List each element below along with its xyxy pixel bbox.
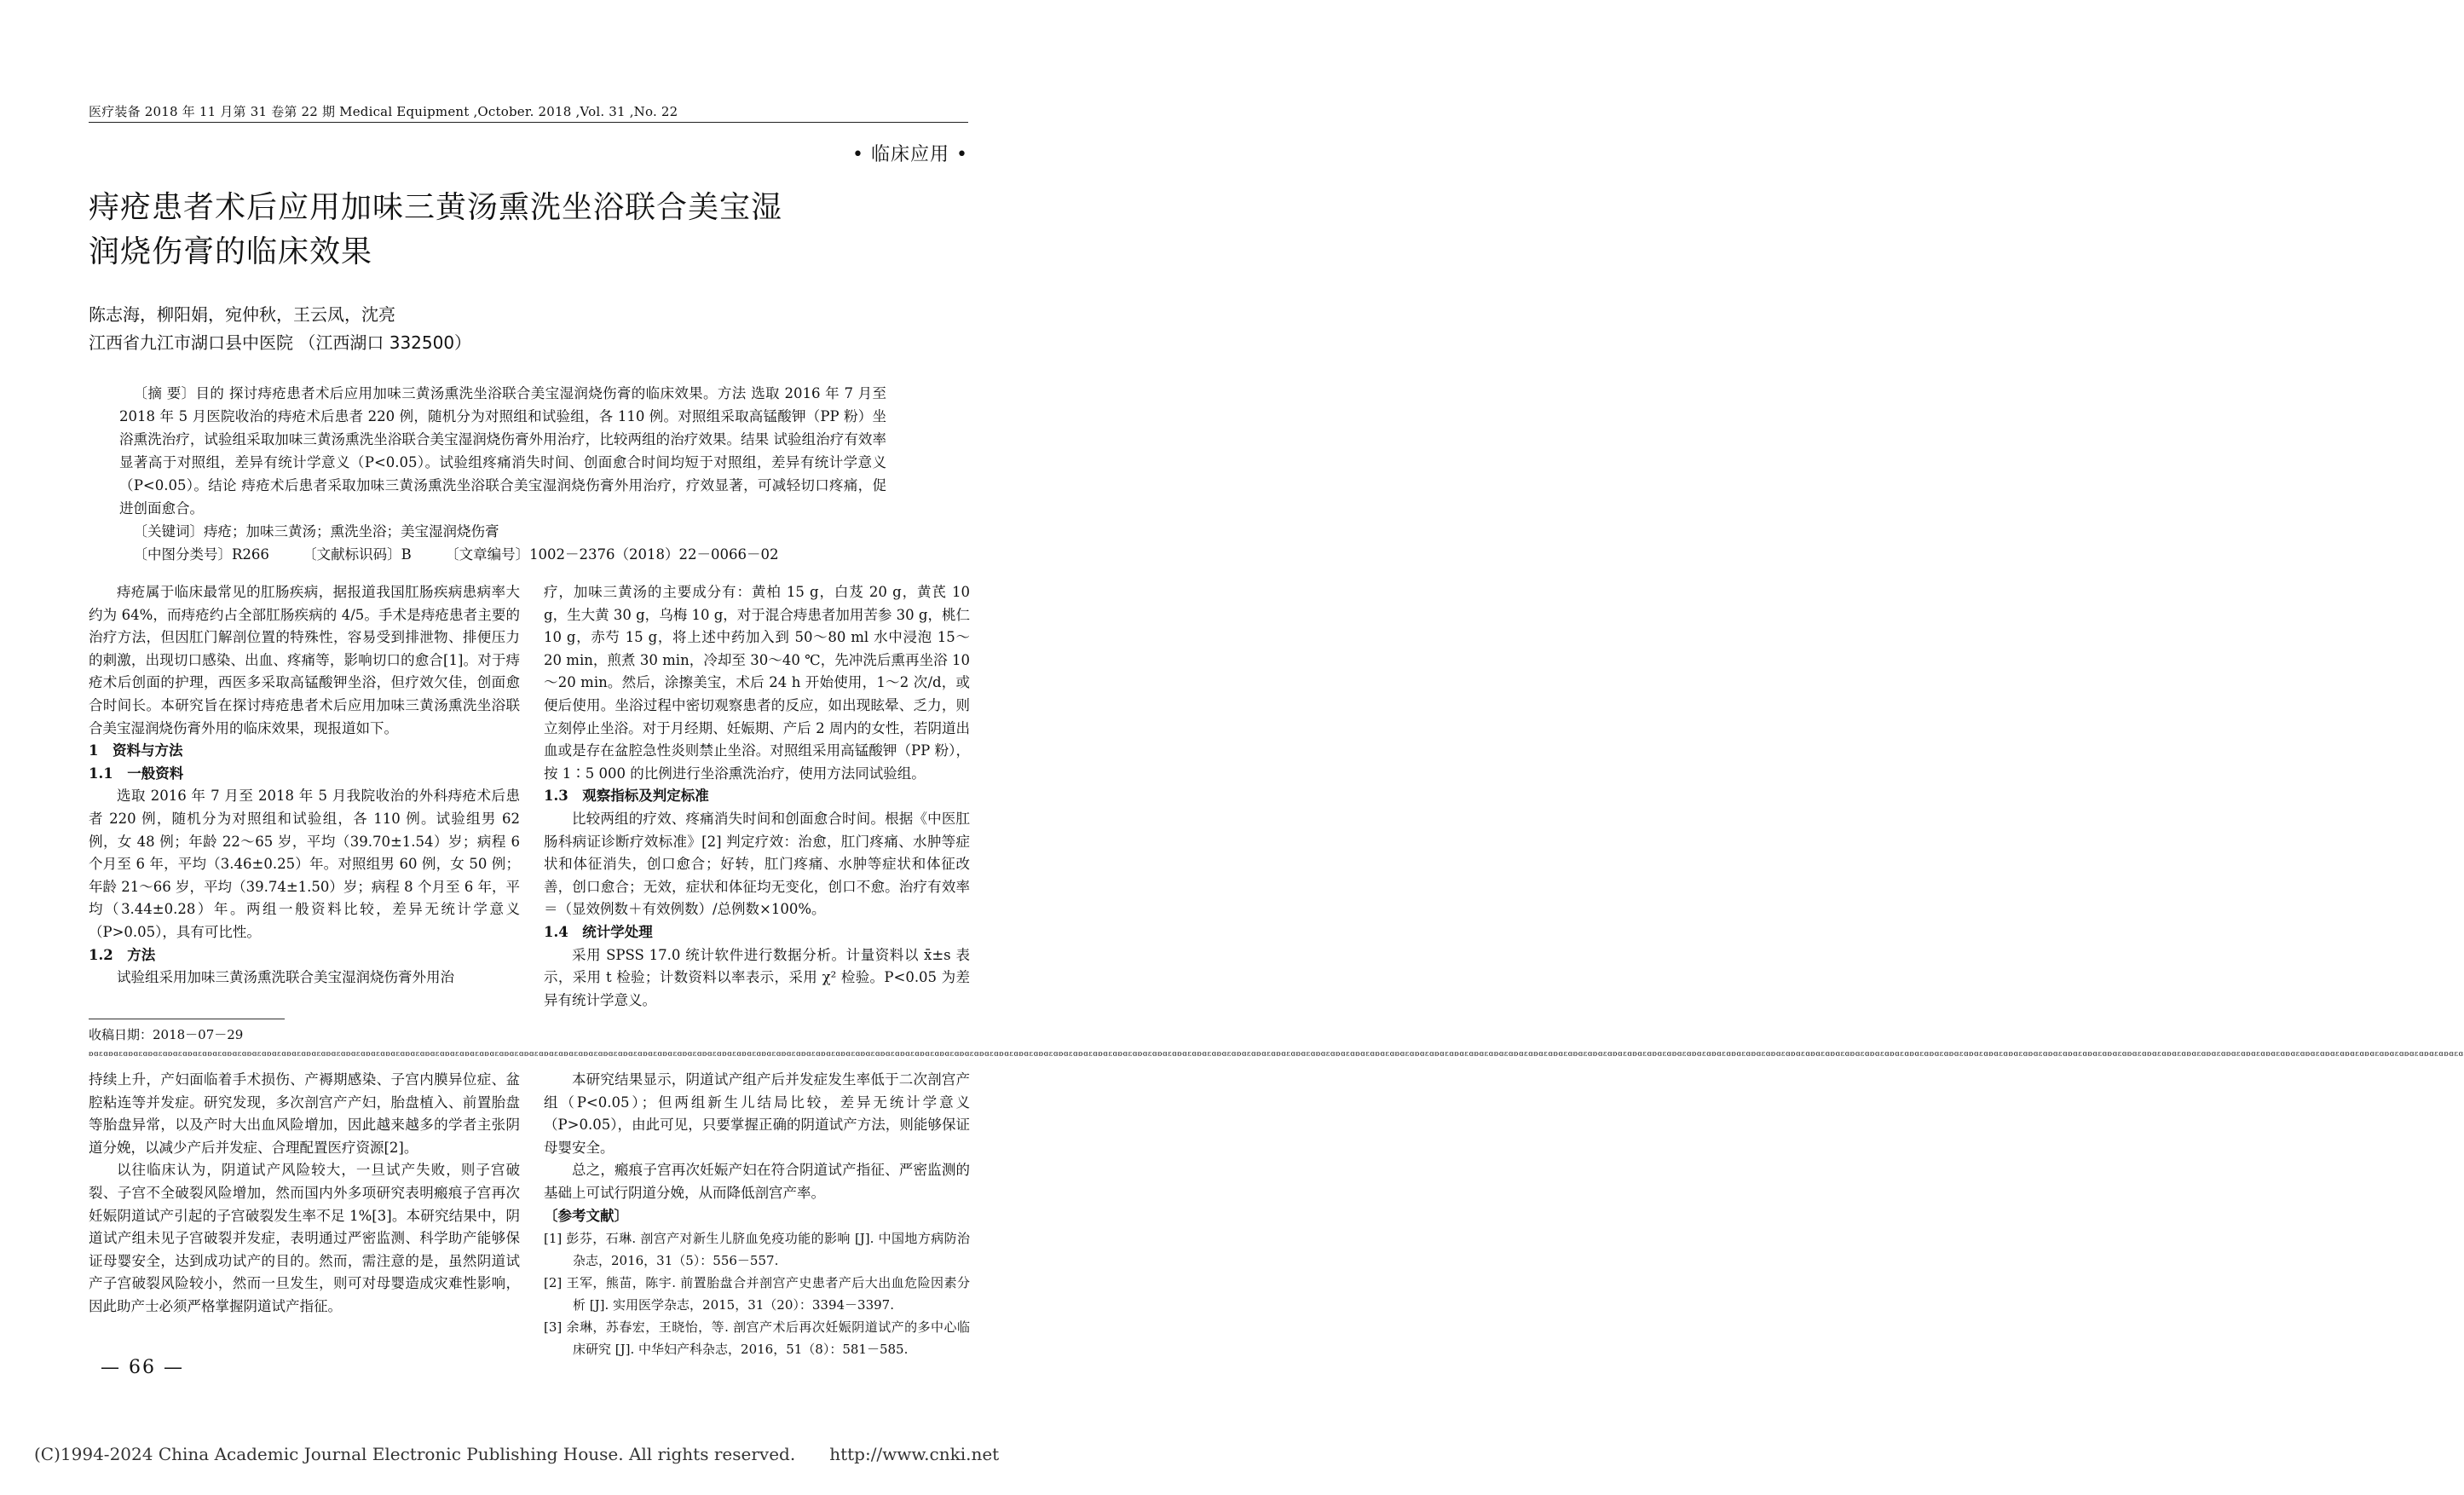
section-tag: • 临床应用 • [852, 144, 968, 165]
article-divider [89, 1050, 2464, 1059]
discussion-paragraph-3: 本研究结果显示，阴道试产组产后并发症发生率低于二次剖宫产组（P<0.05）；但两组新生儿结局比较，差异无统计学意义（P>0.05），由此可见，只要掌握正确的阴道试产方法，则能够保证母婴安全。 [544, 1071, 970, 1156]
heading-general-data: 1.1 一般资料 [89, 765, 184, 782]
page-number: — 66 — [101, 1357, 184, 1378]
authors: 陈志海，柳阳娟，宛仲秋，王云凤，沈亮 [89, 304, 395, 325]
references-list [544, 1227, 970, 1360]
article-number: 〔文章编号〕1002－2376（2018）22－0066－02 [445, 546, 779, 563]
article-title [89, 186, 907, 274]
indicators-paragraph: 比较两组的疗效、疼痛消失时间和创面愈合时间。根据《中医肛肠科病证诊断疗效标准》[2] 判定疗效：治愈，肛门疼痛、水肿等症状和体征消失，创口愈合；好转，肛门疼痛、水肿等症状和体征改善，创口愈合；无效，症状和体征均无变化，创口不愈。治疗有效率＝（显效例数＋有效例数）/总例数×100%。 [544, 810, 970, 918]
heading-statistics: 1.4 统计学处理 [544, 923, 653, 940]
discussion-paragraph-2: 以往临床认为，阴道试产风险较大，一旦试产失败，则子宫破裂、子宫不全破裂风险增加，然而国内外多项研究表明瘢痕子宫再次妊娠阴道试产引起的子宫破裂发生率不足 1%[3]。本研究结果中，阴道试产组未见子宫破裂并发症，表明通过严密监测、科学助产能够保证母婴安全，达到成功试产的目的。然而，需注意的是，虽然阴道试产子宫破裂风险较小，然而一旦发生，则可对母婴造成灾难性影响，因此助产士必须严格掌握阴道试产指征。 [89, 1162, 520, 1314]
statistics-paragraph: 采用 SPSS 17.0 统计软件进行数据分析。计量资料以 x̄±s 表示，采用 t 检验；计数资料以率表示，采用 χ² 检验。P<0.05 为差异有统计学意义。 [544, 946, 970, 1008]
method-paragraph-cont: 疗，加味三黄汤的主要成分有：黄柏 15 g，白芨 20 g，黄芪 10 g，生大黄 30 g，乌梅 10 g，对于混合痔患者加用苦参 30 g，桃仁 10 g，赤芍 15 g，将上述中药加入到 50～80 ml 水中浸泡 15～20 min，煎煮 30 min，冷却至 30～40 ℃，先冲洗后熏再坐浴 10～20 min。然后，涂擦美宝，术后 24 h 开始使用，1～2 次/d，或便后使用。坐浴过程中密切观察患者的反应，如出现眩晕、乏力，则立刻停止坐浴。对于月经期、妊娠期、产后 2 周内的女性，若阴道出血或是存在盆腔急性炎则禁止坐浴。对照组采用高锰酸钾（PP 粉），按 1∶5 000 的比例进行坐浴熏洗治疗，使用方法同试验组。 [544, 584, 970, 782]
lower-column-left [89, 1069, 520, 1319]
title-line-1: 痔疮患者术后应用加味三黄汤熏洗坐浴联合美宝湿 [89, 190, 783, 225]
divider-pattern: ʚɞɛɞʚɞɛɞʚɞɛɞʚɞɛɞʚɞɛɞʚɞɛɞʚɞɛɞʚɞɛɞʚɞɛɞʚɞɛɞʚɞɛɞʚɞɛɞʚɞɛɞʚɞɛɞʚɞɛɞʚɞɛɞʚɞɛɞʚɞɛɞʚɞɛɞʚɞɛɞʚɞɛɞʚɞɛɞʚɞɛɞʚɞɛɞʚɞɛɞʚɞɛɞʚɞɛɞʚɞɛɞʚɞɛɞʚɞɛɞʚɞɛɞʚɞɛɞʚɞɛɞʚɞɛɞʚɞɛɞʚɞɛɞʚɞɛɞʚɞɛɞʚɞɛɞʚɞɛɞʚɞɛɞʚɞɛɞʚɞɛɞʚɞɛɞʚɞɛɞʚɞɛɞʚɞɛɞʚɞɛɞʚɞɛɞʚɞɛɞʚɞɛɞʚɞɛɞʚɞɛɞʚɞɛɞʚɞɛɞʚɞɛɞʚɞɛɞʚɞɛɞʚɞɛɞʚɞɛɞʚɞɛɞʚɞɛɞʚɞɛɞʚɞɛɞʚɞɛɞʚɞɛɞʚɞɛɞʚɞɛɞʚɞɛɞʚɞɛɞʚɞɛɞʚɞɛɞʚɞɛɞʚɞɛɞʚɞɛɞʚɞɛɞʚɞɛɞʚɞɛɞʚɞɛɞʚɞɛɞʚɞɛɞʚɞɛɞʚɞɛɞʚɞɛɞʚɞɛɞʚɞɛɞʚɞɛɞʚɞɛɞʚɞɛɞʚɞɛɞʚɞɛɞʚɞɛɞʚɞɛɞʚɞɛɞʚɞɛɞʚɞɛɞʚɞɛɞʚɞɛɞʚɞɛɞʚɞɛɞʚɞɛɞʚɞɛɞʚɞɛɞʚɞɛɞʚɞɛɞʚɞɛɞʚɞɛɞʚɞɛɞʚɞɛɞʚɞɛɞʚɞɛɞʚɞɛɞʚɞɛɞʚɞɛɞʚɞɛɞʚɞɛɞʚɞɛɞʚɞɛɞʚɞɛɞʚɞɛɞ [89, 1050, 2464, 1059]
reference-item: [3] 余琳，苏春宏，王晓怡，等. 剖宫产术后再次妊娠阴道试产的多中心临床研究 [J]. 中华妇产科杂志，2016，51（8）：581－585. [544, 1319, 970, 1358]
title-line-2: 润烧伤膏的临床效果 [89, 234, 373, 269]
reference-item: [2] 王军，熊苗，陈宇. 前置胎盘合并剖宫产史患者产后大出血危险因素分析 [J]. 实用医学杂志，2015，31（20）：3394－3397. [544, 1275, 970, 1313]
affiliation: 江西省九江市湖口县中医院 （江西湖口 332500） [89, 332, 472, 353]
reference-item: [1] 彭芬，石琳. 剖宫产对新生儿脐血免疫功能的影响 [J]. 中国地方病防治杂志，2016，31（5）：556－557. [544, 1231, 970, 1269]
received-date: 收稿日期：2018－07－29 [89, 1027, 244, 1042]
lower-column-right [544, 1069, 970, 1360]
heading-indicators: 1.3 观察指标及判定标准 [544, 788, 709, 805]
discussion-paragraph-1: 持续上升，产妇面临着手术损伤、产褥期感染、子宫内膜异位症、盆腔粘连等并发症。研究发现，多次剖宫产产妇，胎盘植入、前置胎盘等胎盘异常，以及产时大出血风险增加，因此越来越多的学者主张阴道分娩，以减少产后并发症、合理配置医疗资源[2]。 [89, 1071, 520, 1156]
abstract-block [119, 382, 886, 566]
document-code: 〔文献标识码〕B [303, 546, 412, 563]
header-rule [89, 122, 968, 123]
heading-methods: 1 资料与方法 [89, 742, 183, 759]
copyright-footer: (C)1994-2024 China Academic Journal Electronic Publishing House. All rights reserved. http://www.cnki.net [34, 1444, 1000, 1464]
clc-number: 〔中图分类号〕R266 [133, 546, 269, 563]
heading-method: 1.2 方法 [89, 946, 156, 963]
classification-line [119, 543, 886, 566]
conclusion-paragraph: 总之，瘢痕子宫再次妊娠产妇在符合阴道试产指征、严密监测的基础上可试行阴道分娩，从而降低剖宫产率。 [544, 1162, 970, 1201]
general-data-paragraph: 选取 2016 年 7 月至 2018 年 5 月我院收治的外科痔疮术后患者 220 例，随机分为对照组和试验组，各 110 例。试验组男 62 例，女 48 例；年龄 22～65 岁，平均（39.70±1.54）岁；病程 6 个月至 6 年，平均（3.46±0.25）年。对照组男 60 例，女 50 例；年龄 21～66 岁，平均（39.74±1.50）岁；病程 8 个月至 6 年，平均（3.44±0.28）年。两组一般资料比较，差异无统计学意义（P>0.05），具有可比性。 [89, 788, 520, 940]
abstract-text: 〔摘 要〕目的 探讨痔疮患者术后应用加味三黄汤熏洗坐浴联合美宝湿润烧伤膏的临床效果。方法 选取 2016 年 7 月至 2018 年 5 月医院收治的痔疮术后患者 220 例，随机分为对照组和试验组，各 110 例。对照组采取高锰酸钾（PP 粉）坐浴熏洗治疗，试验组采取加味三黄汤熏洗坐浴联合美宝湿润烧伤膏外用治疗，比较两组的治疗效果。结果 试验组治疗有效率显著高于对照组，差异有统计学意义（P<0.05）。试验组疼痛消失时间、创面愈合时间均短于对照组，差异有统计学意义（P<0.05）。结论 痔疮术后患者采取加味三黄汤熏洗坐浴联合美宝湿润烧伤膏外用治疗，疗效显著，可减轻切口疼痛，促进创面愈合。 [119, 385, 886, 517]
body-column-right [544, 581, 970, 1012]
keywords: 〔关键词〕痔疮；加味三黄汤；熏洗坐浴；美宝湿润烧伤膏 [133, 523, 499, 540]
intro-paragraph: 痔疮属于临床最常见的肛肠疾病，据报道我国肛肠疾病患病率大约为 64%，而痔疮约占全部肛肠疾病的 4/5。手术是痔疮患者主要的治疗方法，但因肛门解剖位置的特殊性，容易受到排泄物、排便压力的刺激，出现切口感染、出血、疼痛等，影响切口的愈合[1]。对于痔疮术后创面的护理，西医多采取高锰酸钾坐浴，但疗效欠佳，创面愈合时间长。本研究旨在探讨痔疮患者术后应用加味三黄汤熏洗坐浴联合美宝湿润烧伤膏外用的临床效果，现报道如下。 [89, 584, 520, 736]
references-heading: 〔参考文献〕 [544, 1207, 628, 1224]
body-column-left [89, 581, 520, 990]
running-head: 医疗装备 2018 年 11 月第 31 卷第 22 期 Medical Equipment ,October. 2018 ,Vol. 31 ,No. 22 [89, 104, 678, 119]
method-paragraph: 试验组采用加味三黄汤熏洗联合美宝湿润烧伤膏外用治 [117, 969, 454, 986]
